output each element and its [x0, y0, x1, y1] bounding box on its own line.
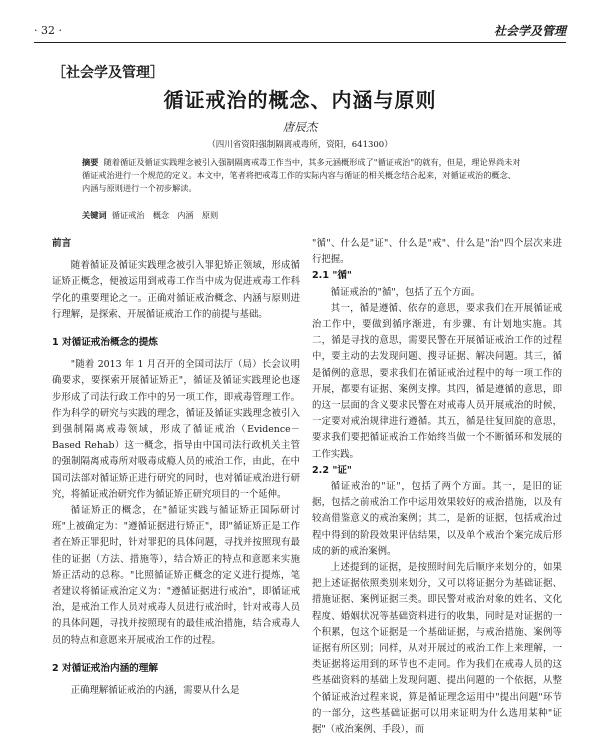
preface-paragraph: 随着循证及循证实践理念被引入罪犯矫正领域，形成循证矫正概念，便被运用到戒毒工作当中成为促进戒毒工作科学化的重要理论之一。正确对循证戒治概念、内涵与原则进行理解，是探索、开展循证戒治工作的前提与基础。 [52, 260, 300, 320]
affiliation: （四川省资阳强制隔离戒毒所，资阳，641300） [207, 140, 393, 150]
continued-paragraph: "循"、什么是"证"、什么是"戒"、什么是"治"四个层次来进行把握。 [312, 238, 562, 266]
article-title: 循证戒治的概念、内涵与原则 [163, 88, 437, 112]
section-2-heading: 2 对循证戒治内涵的理解 [52, 662, 158, 674]
abstract [82, 156, 522, 195]
right-column [312, 236, 562, 738]
section-2-2-paragraph-2: 上述提到的证据，是按照时间先后顺序来划分的，如果把上述证据依照类别来划分，又可以将证据分为基础证据、措施证据、案例证据三类。即民警对戒治对象的姓名、文化程度、婚姻状况等基础资料进行的收集，同时是对证据的一个积累，包这个证据是一个基础证据，与戒治措施、案例等证据有所区别；同样，从对开展过的戒治工作上来理解，一类证据将运用到的环节也不走同。作为我们在戒毒人员的这些基础资料的基础上发现问题、提出问题的一个依据，从整个循证戒治过程来说，算是循证理念运用中"提出问题"环节的一部分，这些基础证据可以用来证明为什么选用某种"证据"（戒治案例、手段），而 [312, 562, 562, 736]
section-2-paragraph-1: 正确理解循证戒治的内涵，需要从什么是 [70, 685, 240, 697]
preface-heading: 前言 [52, 238, 72, 249]
section-1-paragraph-2: 循证矫正的概念，在"循证实践与循证矫正国际研讨班"上被确定为："遵循证据进行矫正"，即"循证矫正是工作者在矫正罪犯时，针对罪犯的具体问题，寻找并按照现有最佳的证据（方法、措施等），结合矫正的特点和意愿来实施矫正活动的总称。"比照循证矫正概念的定义进行提炼，笔者建议将循证戒治定义为："遵循证据进行戒治"，即循证戒治，是戒治工作人员对戒毒人员进行戒治时，针对戒毒人员的具体问题，寻找并按照现有的最佳戒治措施，结合戒毒人员的特点和意愿来开展戒治工作的过程。 [52, 505, 300, 646]
author: 唐辰杰 [282, 120, 318, 134]
journal-name: 社会学及管理 [493, 24, 566, 38]
running-header [34, 20, 566, 43]
abstract-text: 随着循证及循证实践理念被引入强制隔离戒毒工作当中，其多元涵概形成了"循证戒治"的就有，但是，理论界尚未对循证戒治进行一个规范的定义。本文中，笔者将把戒毒工作的实际内容与循证的相关概念结合起来，对循证戒治的概念、内涵与原则进行一个初步解读。 [82, 157, 521, 193]
column-tag: ［社会学及管理］ [52, 65, 164, 81]
keywords-label: 关键词 [82, 210, 107, 220]
keywords-text: 循证戒治 概念 内涵 原则 [111, 210, 219, 220]
section-2-2-paragraph-1: 循证戒治的"证"，包括了两个方面。其一，是旧的证据，包括之前戒治工作中运用效果较好的戒治措施，以及有较高借鉴意义的戒治案例；其二，是新的证据，包括戒治过程中得到的阶段效果评估结果，以及单个戒治个案完成后形成的新的戒治案例。 [312, 481, 562, 557]
section-2-2-heading: 2.2 "证" [312, 464, 352, 476]
section-1-heading: 1 对循证戒治概念的提炼 [52, 337, 158, 349]
abstract-label: 摘要 [82, 157, 99, 167]
section-2-1-paragraph-1: 循证戒治的"循"，包括了五个方面。 [330, 286, 481, 298]
keywords [82, 210, 522, 221]
section-2-1-paragraph-2: 其一，循是遵循、依存的意思，要求我们在开展循证戒治工作中，要做到循序渐进，有步骤、有计划地实施。其二，循是寻找的意思，需要民警在开展循证戒治工作的过程中，要主动的去发现问题、搜寻证据、解决问题。其三，循是循例的意思，要求我们在循证戒治过程中的每一项工作的开展，都要有证据、案例支撑。其四，循是遵循的意思，即的这一层面的含义要求民警在对戒毒人员开展戒治的时候，一定要对戒治规律进行遵循。其五，循是往复回旋的意思，要求我们要把循证戒治工作始终当做一个不断循环和发展的工作实践。 [312, 302, 562, 460]
page-number: · 32 · [34, 24, 62, 37]
section-2-1-heading: 2.1 "循" [312, 270, 352, 282]
section-1-paragraph-1: "随着 2013 年 1 月召开的全国司法厅（局）长会议明确要求，要探索开展循证矫正"，循证及循证实践理论也逐步形成了司法行政工作中的另一项工作，即戒毒管理工作。作为科学的研究与实践的理念，循证及循证实践理念被引入到强制隔离戒毒领域，形成了循证戒治（Evidence－Based Rehab）这一概念，指导由中国司法行政机关主管的强制隔离戒毒所对吸毒成瘾人员的戒治工作，由此，在中国司法部对循证矫正进行研究的同时，也对循证戒治进行研究，将循证戒治研究作为循证矫正研究项目的一个延伸。 [52, 359, 300, 500]
left-column [52, 236, 300, 699]
